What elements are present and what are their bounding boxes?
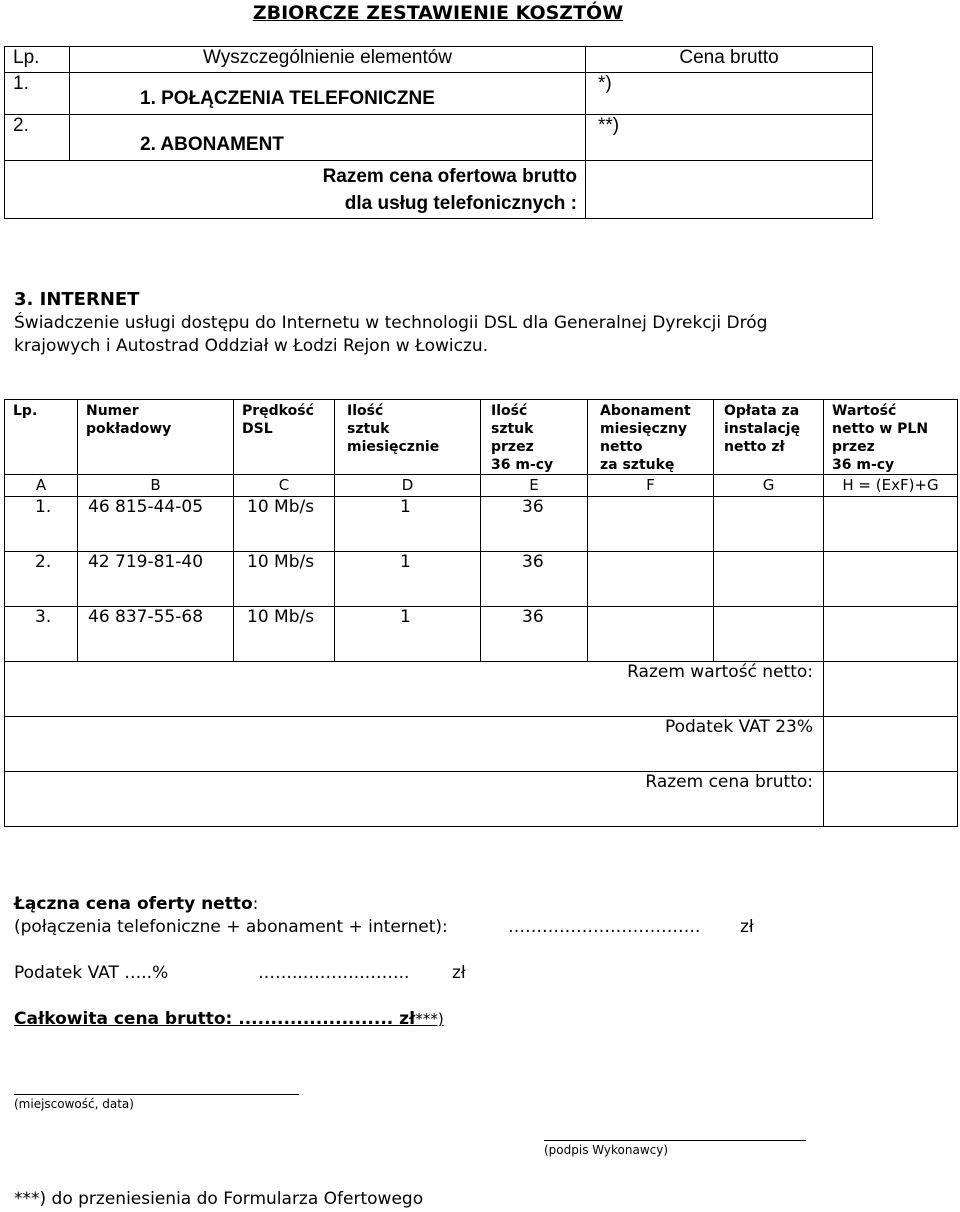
row-installation: [714, 607, 824, 662]
total-net-dots: …………………………….: [508, 917, 701, 937]
sum-net-label: Razem wartość netto:: [5, 662, 824, 717]
header-line: Numer: [86, 403, 139, 419]
letter-d: D: [335, 475, 481, 497]
letter-e: E: [481, 475, 588, 497]
total-net-label: Łączna cena oferty netto: [14, 894, 253, 914]
row-qty: 1: [335, 552, 481, 607]
total-net-paren: (połączenia telefoniczne + abonament + internet):: [14, 917, 448, 937]
header-subscription: [588, 400, 714, 475]
letter-f: F: [588, 475, 714, 497]
sum-net-row: [5, 662, 958, 717]
header-line: przez: [832, 439, 875, 455]
header-line: Lp.: [13, 403, 38, 419]
header-line: Opłata za: [724, 403, 800, 419]
letter-h: H = (ExF)+G: [824, 475, 958, 497]
row-qty36: 36: [481, 552, 588, 607]
letter-a: A: [5, 475, 78, 497]
letter-b: B: [78, 475, 234, 497]
total-net-unit: zł: [740, 917, 754, 937]
total-gross-mark: ***): [415, 1010, 444, 1028]
row-lp: 2.: [5, 115, 70, 161]
section-heading: 3. INTERNET: [14, 289, 140, 310]
letter-g: G: [714, 475, 824, 497]
header-speed: [234, 400, 335, 475]
row-description: 2. ABONAMENT: [70, 115, 586, 161]
row-lp: 1.: [5, 73, 70, 115]
signature-caption: (podpis Wykonawcy): [544, 1143, 669, 1157]
row-price-mark: *): [586, 73, 873, 115]
row-total: [824, 552, 958, 607]
header-line: netto w PLN: [832, 421, 929, 437]
header-line: Wartość: [832, 403, 897, 419]
row-subscription: [588, 607, 714, 662]
row-speed: 10 Mb/s: [234, 552, 335, 607]
header-line: Abonament: [600, 403, 691, 419]
vat-value: [824, 717, 958, 772]
row-total: [824, 497, 958, 552]
row-number: 42 719-81-40: [78, 552, 234, 607]
section-description-line1: Świadczenie usługi dostępu do Internetu w technologii DSL dla Generalnej Dyrekcji Dróg: [14, 313, 768, 333]
table-row: [5, 73, 873, 115]
document-title: ZBIORCZE ZESTAWIENIE KOSZTÓW: [252, 2, 624, 24]
internet-costs-table: [4, 399, 958, 827]
header-line: sztuk: [491, 421, 534, 437]
row-subscription: [588, 497, 714, 552]
table-header-row: [5, 47, 873, 73]
header-line: 36 m-cy: [491, 457, 554, 473]
place-date-line: [14, 1094, 299, 1095]
header-line: przez: [491, 439, 534, 455]
header-price: Cena brutto: [586, 47, 873, 73]
signature-line: [544, 1140, 806, 1141]
header-installation: [714, 400, 824, 475]
header-line: Ilość: [491, 403, 528, 419]
header-description: Wyszczególnienie elementów: [70, 47, 586, 73]
header-lp: [5, 400, 78, 475]
total-label-line2: dla usług telefonicznych :: [344, 192, 577, 214]
header-number: [78, 400, 234, 475]
row-speed: 10 Mb/s: [234, 497, 335, 552]
header-line: za sztukę: [600, 457, 675, 473]
total-net-colon: :: [252, 894, 259, 914]
total-gross-label: Całkowita cena brutto: ........................ zł: [14, 1009, 416, 1029]
table-row: [5, 552, 958, 607]
header-line: DSL: [242, 421, 273, 437]
row-lp: 3.: [5, 607, 78, 662]
row-qty: 1: [335, 607, 481, 662]
row-subscription: [588, 552, 714, 607]
table-header-row: [5, 400, 958, 475]
row-number: 46 837-55-68: [78, 607, 234, 662]
internet-section: [14, 288, 767, 358]
row-description: 1. POŁĄCZENIA TELEFONICZNE: [70, 73, 586, 115]
header-line: miesięcznie: [347, 439, 440, 455]
header-line: netto zł: [724, 439, 785, 455]
header-line: Prędkość: [242, 403, 314, 419]
row-lp: 1.: [5, 497, 78, 552]
header-line: sztuk: [347, 421, 390, 437]
table-total-row: [5, 161, 873, 219]
sum-gross-label: Razem cena brutto:: [5, 772, 824, 827]
total-label: [5, 161, 586, 219]
column-letters-row: [5, 475, 958, 497]
row-qty36: 36: [481, 607, 588, 662]
total-gross-line: [14, 1009, 444, 1029]
header-line: instalację: [724, 421, 801, 437]
sum-gross-row: [5, 772, 958, 827]
place-date-caption: (miejscowość, data): [14, 1097, 134, 1111]
header-line: 36 m-cy: [832, 457, 895, 473]
letter-c: C: [234, 475, 335, 497]
header-total-value: [824, 400, 958, 475]
table-row: [5, 497, 958, 552]
footnote: ***) do przeniesienia do Formularza Ofertowego: [14, 1189, 424, 1209]
vat-percent-label: Podatek VAT …..%: [14, 963, 169, 983]
row-installation: [714, 552, 824, 607]
header-line: pokładowy: [86, 421, 172, 437]
row-price-mark: **): [586, 115, 873, 161]
row-total: [824, 607, 958, 662]
vat-unit: zł: [452, 963, 466, 983]
vat-label: Podatek VAT 23%: [5, 717, 824, 772]
table-row: [5, 115, 873, 161]
row-lp: 2.: [5, 552, 78, 607]
header-qty-monthly: [335, 400, 481, 475]
row-speed: 10 Mb/s: [234, 607, 335, 662]
header-line: miesięczny: [600, 421, 688, 437]
row-qty36: 36: [481, 497, 588, 552]
table-row: [5, 607, 958, 662]
vat-row: [5, 717, 958, 772]
row-qty: 1: [335, 497, 481, 552]
header-line: Ilość: [347, 403, 384, 419]
sum-gross-value: [824, 772, 958, 827]
header-line: netto: [600, 439, 643, 455]
vat-dots: ……..………..……..: [258, 963, 410, 983]
total-price-cell: [586, 161, 873, 219]
telephone-costs-table: [4, 46, 873, 219]
row-number: 46 815-44-05: [78, 497, 234, 552]
header-qty-36: [481, 400, 588, 475]
sum-net-value: [824, 662, 958, 717]
total-label-line1: Razem cena ofertowa brutto: [322, 165, 577, 187]
section-description-line2: krajowych i Autostrad Oddział w Łodzi Rejon w Łowiczu.: [14, 336, 489, 356]
header-lp: Lp.: [5, 47, 70, 73]
row-installation: [714, 497, 824, 552]
total-net-heading: [14, 894, 258, 914]
